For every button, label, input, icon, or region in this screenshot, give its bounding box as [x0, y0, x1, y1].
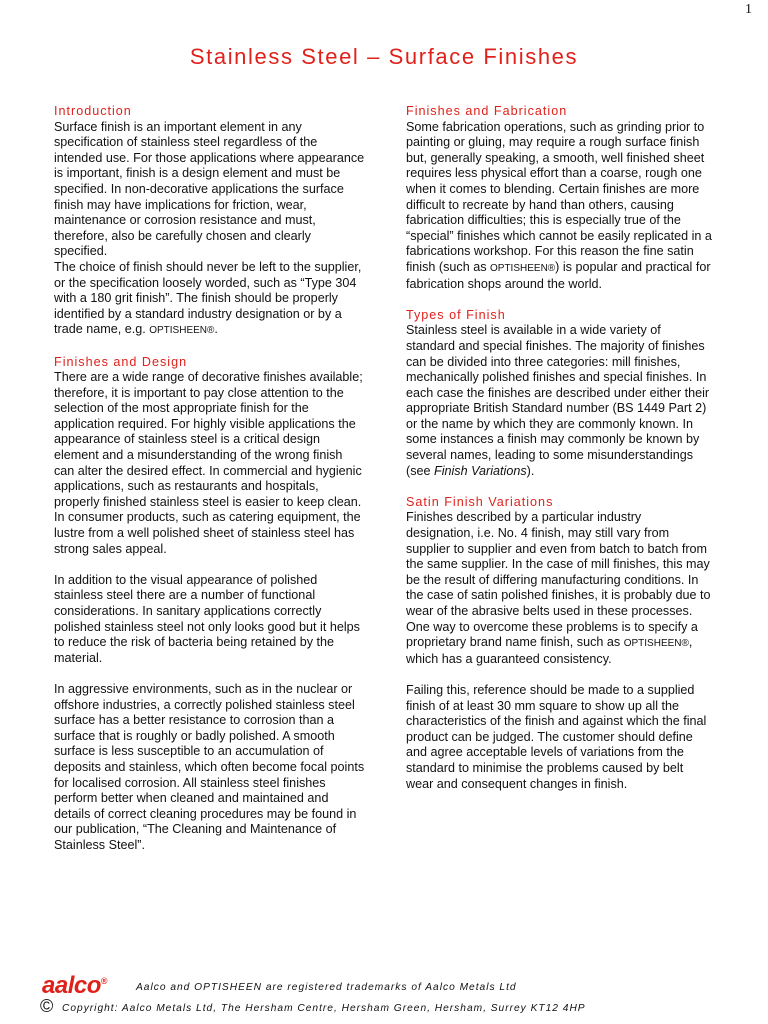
- satin-paragraph-1-end: , which has a guaranteed consistency.: [406, 635, 693, 666]
- optisheen-brand: OPTISHEEN®: [149, 325, 215, 337]
- section-heading-finishes-design: Finishes and Design: [54, 354, 188, 369]
- section-heading-satin-finish-variations: Satin Finish Variations: [406, 494, 554, 509]
- types-paragraph-end: ).: [526, 463, 535, 478]
- section-heading-introduction: Introduction: [54, 104, 132, 118]
- optisheen-brand: OPTISHEEN®: [623, 638, 689, 650]
- design-paragraph-3: In aggressive environments, such as in the nuclear or offshore industries, a correctly polished stainless steel surface has a better resistance to corrosion than a surface that is roughly or badly polished. A smooth surface is less susceptible to an accumulation of deposits and stainless, which often become focal points for localised corrosion. All stainless steel finishes perform better when cleaned and maintained and details of correct cleaning procedures may be found in our publication, “The Cleaning and Maintenance of Stainless Steel”.: [54, 681, 365, 852]
- page-title: Stainless Steel – Surface Finishes: [189, 44, 579, 69]
- types-paragraph-text: Stainless steel is available in a wide variety of standard and special finishes. The majority of finishes can be divided into three categories: mill finishes, mechanically polished finishes and special finishes. In each case the finishes are described under either their appropriate British Standard number (BS 1449 Part 2) or the name by which they are commonly known. In some instances a finish may commonly be known by several names, leading to some misunderstandings (see: [406, 323, 710, 478]
- satin-paragraph-1: [406, 510, 712, 667]
- left-column: [54, 104, 366, 854]
- finish-variations-reference: Finish Variations: [434, 463, 527, 478]
- design-paragraph-1: There are a wide range of decorative finishes available; therefore, it is important to pay close attention to the selection of the most appropriate finish for the application required. For highly visible applications the appearance of stainless steel is a critical design element and a misunderstanding of the wrong finish can alter the desired effect. In commercial and hygienic applications, such as restaurants and hospitals, properly finished stainless steel is easier to keep clean. In consumer products, such as catering equipment, the lustre from a well polished sheet of stainless steel has strong sales appeal.: [54, 370, 363, 556]
- right-column: [406, 104, 712, 792]
- types-paragraph: [406, 323, 712, 479]
- trademark-notice: Aalco and OPTISHEEN are registered trademarks of Aalco Metals Ltd: [136, 982, 517, 993]
- aalco-logo-text: aalco: [42, 972, 101, 999]
- intro-paragraph-2-text: The choice of finish should never be left to the supplier, or the specification loosely worded, such as “Type 304 with a 180 grit finish”. The finish should be properly identified by a standard industry designation or by a trade name, e.g.: [54, 259, 362, 337]
- design-paragraph-2: In addition to the visual appearance of polished stainless steel there are a number of functional considerations. In sanitary applications correctly polished stainless steel not only looks good but it helps to reduce the risk of bacteria being retained by the material.: [54, 572, 360, 665]
- intro-paragraph-1: Surface finish is an important element in any specification of stainless steel regardless of the intended use. For those applications where appearance is important, finish is a design element and must be specified. In non-decorative applications the surface finish may have implications for friction, wear, maintenance or corrosion resistance and must, therefore, also be carefully chosen and clearly specified.: [54, 119, 365, 259]
- satin-paragraph-1-text: Finishes described by a particular industry designation, i.e. No. 4 finish, may still vary from supplier to supplier and even from batch to batch from the same supplier. In the case of mill finishes, this may be the result of differing manufacturing conditions. In the case of satin polished finishes, it is probably due to wear of the abrasive belts used in these processes. One way to overcome these problems is to specify a proprietary brand name finish, such as: [406, 510, 711, 650]
- registered-mark: ®: [100, 976, 108, 986]
- copyright-icon: ©: [40, 996, 54, 1016]
- section-heading-finishes-fabrication: Finishes and Fabrication: [406, 104, 568, 118]
- fabrication-paragraph: [406, 120, 712, 293]
- satin-paragraph-2: Failing this, reference should be made to a supplied finish of at least 30 mm square to show up all the characteristics of the finish and against which the final product can be judged. The customer should define and agree acceptable levels of variations from the standard to minimise the problems caused by belt wear and consequent changes in finish.: [406, 682, 707, 791]
- intro-paragraph-2-end: .: [214, 322, 218, 337]
- fabrication-paragraph-text: Some fabrication operations, such as grinding prior to painting or gluing, may require a rough surface finish but, generally speaking, a smooth, well finished sheet requires less physical effort than a coarse, rough one when it comes to blending. Certain finishes are more difficult to recreate by hand than others, causing fabrication difficulties; this is especially true of the “special” finishes which cannot be easily replicated in a fabrications workshop. For this reason the fine satin finish (such as: [406, 119, 712, 274]
- section-heading-types-of-finish: Types of Finish: [406, 307, 506, 322]
- fabrication-paragraph-end: ) is popular and practical for fabrication shops around the world.: [406, 259, 711, 291]
- page-number: 1: [745, 2, 752, 17]
- intro-paragraph-2: [54, 260, 366, 339]
- optisheen-brand: OPTISHEEN®: [490, 262, 556, 274]
- copyright-notice: Copyright: Aalco Metals Ltd, The Hersham Centre, Hersham Green, Hersham, Surrey KT12 4HP: [62, 1003, 586, 1014]
